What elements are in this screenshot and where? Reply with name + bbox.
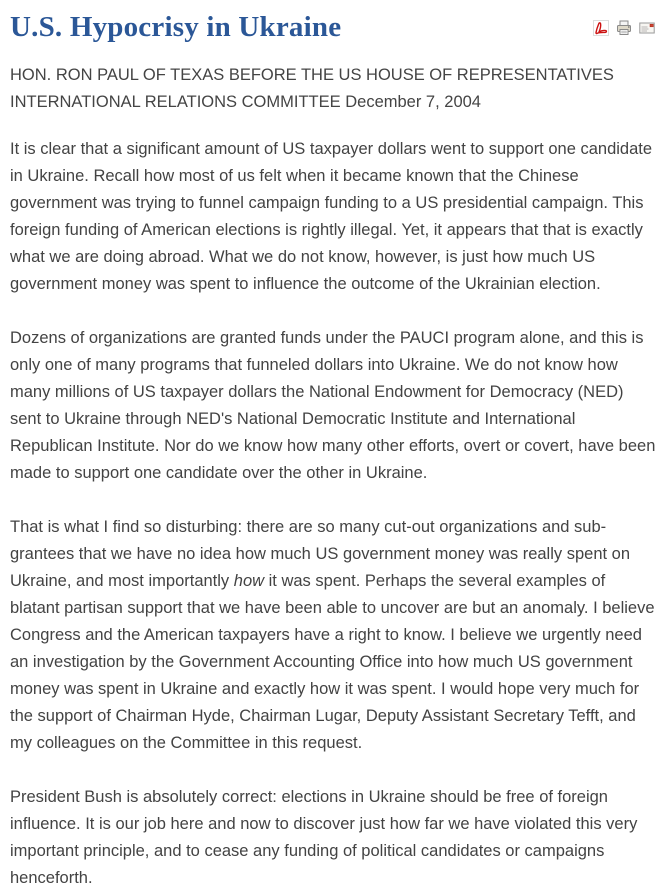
email-icon[interactable]: [638, 19, 655, 36]
byline-speaker: HON. RON PAUL OF TEXAS BEFORE THE US HOUSE OF REPRESENTATIVES INTERNATIONAL RELATIONS COMMITTEE: [10, 65, 614, 111]
icon-toolbar: [592, 19, 657, 36]
byline-date: December 7, 2004: [345, 92, 481, 111]
paragraph-text-italic: how: [233, 571, 265, 590]
paragraph-text: That is what I find so disturbing: there are so many cut-out organizations and sub-grantees that we have no idea how much US government money was really spent on Ukraine, and most importantly: [10, 517, 631, 590]
paragraph-text: Dozens of organizations are granted funds under the PAUCI program alone, and this is only one of many programs that funneled dollars into Ukraine. We do not know how many millions of US taxpayer dollars the National Endowment for Democracy (NED) sent to Ukraine through NED's National Democratic Institute and International Republican Institute. Nor do we know how many other efforts, overt or covert, have been made to support one candidate over the other in Ukraine.: [10, 328, 656, 482]
paragraph-1: [10, 136, 657, 298]
paragraph-2: [10, 325, 657, 487]
paragraph-3: [10, 514, 657, 757]
pdf-icon[interactable]: [592, 19, 609, 36]
paragraph-text: President Bush is absolutely correct: elections in Ukraine should be free of foreign influence. It is our job here and now to discover just how far we have violated this very important principle, and to cease any funding of political candidates or campaigns henceforth.: [10, 787, 638, 887]
byline: [10, 62, 657, 116]
paragraph-text: It is clear that a significant amount of US taxpayer dollars went to support one candidate in Ukraine. Recall how most of us felt when it became known that the Chinese government was trying to funnel campaign funding to a US presidential campaign. This foreign funding of American elections is rightly illegal. Yet, it appears that that is exactly what we are doing abroad. What we do not know, however, is just how much US government money was spent to influence the outcome of the Ukrainian election.: [10, 139, 653, 293]
paragraph-4: [10, 784, 657, 892]
page-title: U.S. Hypocrisy in Ukraine: [10, 11, 342, 43]
article-header: [10, 12, 657, 44]
paragraph-text: it was spent. Perhaps the several examples of blatant partisan support that we have been able to uncover are but an anomaly. I believe Congress and the American taxpayers have a right to know. I believe we urgently need an investigation by the Government Accounting Office into how much US government money was spent in Ukraine and exactly how it was spent. I would hope very much for the support of Chairman Hyde, Chairman Lugar, Deputy Assistant Secretary Tefft, and my colleagues on the Committee in this request.: [10, 571, 655, 752]
print-icon[interactable]: [615, 19, 632, 36]
article-body: [10, 136, 657, 892]
